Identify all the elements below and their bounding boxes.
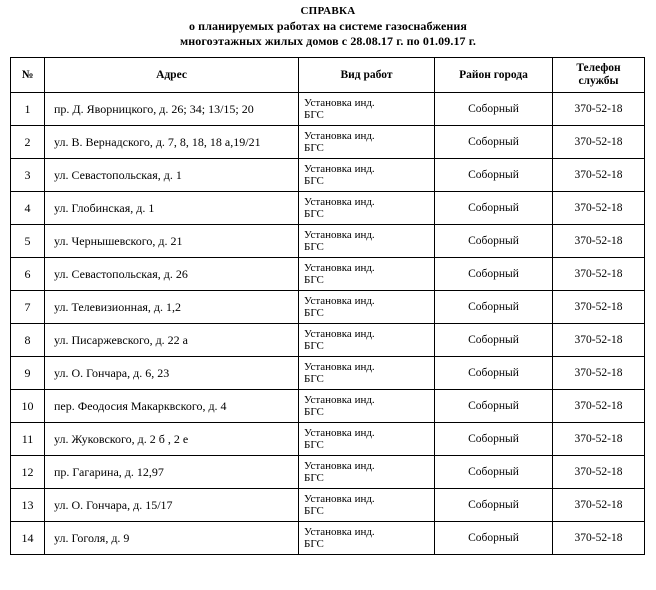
document-subtitle-line1: о планируемых работах на системе газоснабжения [188,19,468,33]
cell-address: ул. Телевизионная, д. 1,2 [45,291,299,324]
work-line-1: Установка инд. [304,195,375,208]
work-line-1: Установка инд. [304,129,375,142]
work-line-2: БГС [304,406,324,418]
table-row [11,357,645,390]
work-line-2: БГС [304,340,324,352]
cell-phone: 370-52-18 [553,423,645,456]
cell-address: пер. Феодосия Макарквского, д. 4 [45,390,299,423]
cell-district: Соборный [435,159,553,192]
cell-district: Соборный [435,225,553,258]
cell-address: ул. Глобинская, д. 1 [45,192,299,225]
table-row [11,192,645,225]
table-row [11,126,645,159]
cell-phone: 370-52-18 [553,126,645,159]
table-row [11,93,645,126]
cell-phone: 370-52-18 [553,159,645,192]
cell-number: 5 [11,225,45,258]
cell-phone: 370-52-18 [553,324,645,357]
work-line-1: Установка инд. [304,525,375,538]
column-header-work: Вид работ [299,58,435,93]
work-line-2: БГС [304,208,324,220]
cell-work [299,291,435,324]
work-line-1: Установка инд. [304,294,375,307]
work-line-1: Установка инд. [304,426,375,439]
table-row [11,324,645,357]
cell-number: 10 [11,390,45,423]
document-title: СПРАВКА [300,5,356,17]
cell-phone: 370-52-18 [553,390,645,423]
cell-district: Соборный [435,489,553,522]
work-line-2: БГС [304,472,324,484]
cell-phone: 370-52-18 [553,192,645,225]
column-header-address: Адрес [45,58,299,93]
cell-district: Соборный [435,390,553,423]
cell-phone: 370-52-18 [553,93,645,126]
cell-address: ул. Чернышевского, д. 21 [45,225,299,258]
cell-phone: 370-52-18 [553,258,645,291]
cell-work [299,192,435,225]
work-line-2: БГС [304,307,324,319]
cell-district: Соборный [435,93,553,126]
table-row [11,423,645,456]
work-line-1: Установка инд. [304,360,375,373]
cell-work [299,357,435,390]
cell-phone: 370-52-18 [553,522,645,555]
work-line-1: Установка инд. [304,162,375,175]
work-line-1: Установка инд. [304,459,375,472]
cell-work [299,456,435,489]
document-header [10,4,646,49]
work-line-2: БГС [304,505,324,517]
work-line-1: Установка инд. [304,261,375,274]
document-subtitle-line2: многоэтажных жилых домов с 28.08.17 г. по 01.09.17 г. [179,34,477,48]
cell-address: пр. Д. Яворницкого, д. 26; 34; 13/15; 20 [45,93,299,126]
cell-work [299,126,435,159]
work-line-2: БГС [304,175,324,187]
cell-address: ул. Гоголя, д. 9 [45,522,299,555]
cell-work [299,324,435,357]
cell-number: 11 [11,423,45,456]
column-header-phone-line1: Телефон [576,62,621,74]
cell-number: 6 [11,258,45,291]
cell-number: 8 [11,324,45,357]
cell-number: 12 [11,456,45,489]
cell-address: пр. Гагарина, д. 12,97 [45,456,299,489]
cell-district: Соборный [435,357,553,390]
cell-number: 9 [11,357,45,390]
work-line-1: Установка инд. [304,492,375,505]
work-line-2: БГС [304,538,324,550]
cell-work [299,159,435,192]
works-table [10,57,645,555]
cell-district: Соборный [435,324,553,357]
table-row [11,225,645,258]
cell-number: 14 [11,522,45,555]
cell-number: 13 [11,489,45,522]
cell-work [299,423,435,456]
work-line-2: БГС [304,439,324,451]
cell-work [299,522,435,555]
cell-number: 1 [11,93,45,126]
table-row [11,390,645,423]
cell-district: Соборный [435,192,553,225]
work-line-2: БГС [304,142,324,154]
cell-work [299,489,435,522]
cell-phone: 370-52-18 [553,456,645,489]
table-header-row [11,58,645,93]
cell-address: ул. О. Гончара, д. 6, 23 [45,357,299,390]
cell-work [299,225,435,258]
cell-phone: 370-52-18 [553,225,645,258]
cell-address: ул. Севастопольская, д. 26 [45,258,299,291]
cell-phone: 370-52-18 [553,489,645,522]
column-header-phone-line2: службы [578,75,619,87]
cell-district: Соборный [435,291,553,324]
work-line-2: БГС [304,109,324,121]
column-header-number: № [11,58,45,93]
cell-number: 3 [11,159,45,192]
work-line-2: БГС [304,241,324,253]
cell-district: Соборный [435,522,553,555]
cell-district: Соборный [435,423,553,456]
cell-address: ул. Писаржевского, д. 22 а [45,324,299,357]
cell-number: 2 [11,126,45,159]
cell-address: ул. Жуковского, д. 2 б , 2 е [45,423,299,456]
cell-number: 7 [11,291,45,324]
cell-address: ул. Севастопольская, д. 1 [45,159,299,192]
table-row [11,159,645,192]
work-line-2: БГС [304,274,324,286]
table-row [11,291,645,324]
work-line-2: БГС [304,373,324,385]
cell-district: Соборный [435,456,553,489]
cell-address: ул. О. Гончара, д. 15/17 [45,489,299,522]
cell-district: Соборный [435,126,553,159]
cell-address: ул. В. Вернадского, д. 7, 8, 18, 18 а,19/21 [45,126,299,159]
cell-phone: 370-52-18 [553,291,645,324]
work-line-1: Установка инд. [304,327,375,340]
work-line-1: Установка инд. [304,228,375,241]
cell-number: 4 [11,192,45,225]
work-line-1: Установка инд. [304,96,375,109]
table-row [11,456,645,489]
cell-work [299,93,435,126]
cell-work [299,390,435,423]
column-header-district: Район города [435,58,553,93]
cell-district: Соборный [435,258,553,291]
table-row [11,522,645,555]
table-row [11,258,645,291]
column-header-phone [553,58,645,93]
table-body [11,93,645,555]
table-row [11,489,645,522]
work-line-1: Установка инд. [304,393,375,406]
cell-phone: 370-52-18 [553,357,645,390]
cell-work [299,258,435,291]
